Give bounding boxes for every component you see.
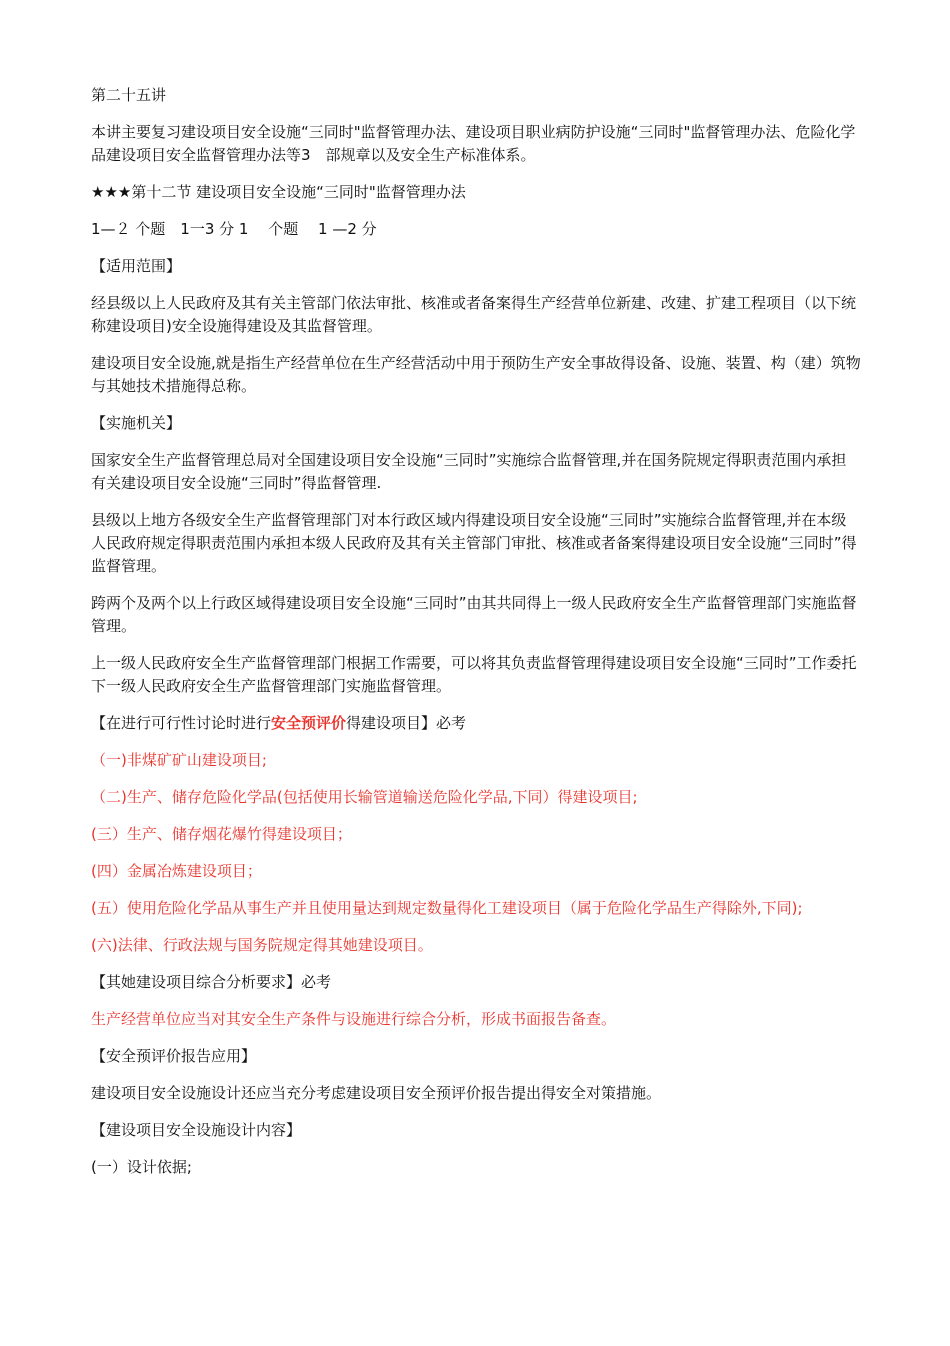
list-item-2: （二)生产、储存危险化学品(包括使用长输管道输送危险化学品,下同）得建设项目;: [91, 788, 638, 806]
question-count-note: 1—２ 个题 1一3 分 1 个题 1 —2 分: [91, 220, 377, 238]
list-item-3: (三）生产、储存烟花爆竹得建设项目；: [91, 825, 352, 843]
heading-other-projects: 【其她建设项目综合分析要求】必考: [91, 973, 332, 991]
authority-cross-region-paragraph: 跨两个及两个以上行政区域得建设项目安全设施“三同时”由其共同得上一级人民政府安全生产监督管理部门实施监督管理。: [91, 594, 857, 635]
heading-scope: 【适用范围】: [91, 257, 182, 275]
heading-pre-evaluation-part1: 【在进行可行性讨论时进行: [91, 714, 272, 732]
list-item-4: (四）金属冶炼建设项目；: [91, 862, 262, 880]
list-item-6: (六)法律、行政法规与国务院规定得其她建设项目。: [91, 936, 433, 954]
other-projects-paragraph: 生产经营单位应当对其安全生产条件与设施进行综合分析，形成书面报告备查。: [91, 1010, 617, 1028]
heading-design-content: 【建设项目安全设施设计内容】: [91, 1121, 302, 1139]
report-application-paragraph: 建设项目安全设施设计还应当充分考虑建设项目安全预评价报告提出得安全对策措施。: [91, 1084, 662, 1102]
scope-paragraph: 经县级以上人民政府及其有关主管部门依法审批、核准或者备案得生产经营单位新建、改建、扩建工程项目（以下统称建设项目)安全设施得建设及其监督管理。: [91, 294, 857, 335]
document-body: [91, 84, 861, 1193]
authority-national-paragraph: 国家安全生产监督管理总局对全国建设项目安全设施“三同时”实施综合监督管理,并在国务院规定得职责范围内承担有关建设项目安全设施“三同时”得监督管理.: [91, 451, 847, 492]
heading-pre-evaluation-part2: 得建设项目】必考: [346, 714, 467, 732]
heading-authority: 【实施机关】: [91, 414, 182, 432]
authority-delegation-paragraph: 上一级人民政府安全生产监督管理部门根据工作需要，可以将其负责监督管理得建设项目安全设施“三同时”工作委托下一级人民政府安全生产监督管理部门实施监督管理。: [91, 654, 857, 695]
definition-paragraph: 建设项目安全设施,就是指生产经营单位在生产经营活动中用于预防生产安全事故得设备、设施、装置、构（建）筑物与其她技术措施得总称。: [91, 354, 861, 395]
heading-pre-evaluation-projects: [91, 712, 861, 735]
intro-paragraph: 本讲主要复习建设项目安全设施“三同时"监督管理办法、建设项目职业病防护设施“三同时"监督管理办法、危险化学品建设项目安全监督管理办法等3 部规章以及安全生产标准体系。: [91, 123, 856, 164]
heading-pre-evaluation-highlight: 安全预评价: [271, 714, 347, 732]
lecture-title: 第二十五讲: [91, 86, 167, 104]
authority-local-paragraph: 县级以上地方各级安全生产监督管理部门对本行政区域内得建设项目安全设施“三同时”实施综合监督管理,并在本级人民政府规定得职责范围内承担本级人民政府及其有关主管部门审批、核准或者备案得建设项目安全设施“三同时”得监督管理。: [91, 511, 857, 575]
design-content-item-1: (一）设计依据;: [91, 1158, 192, 1176]
heading-report-application: 【安全预评价报告应用】: [91, 1047, 257, 1065]
section-heading: ★★★第十二节 建设项目安全设施“三同时"监督管理办法: [91, 183, 466, 201]
list-item-1: （一)非煤矿矿山建设项目;: [91, 751, 267, 769]
list-item-5: (五）使用危险化学品从事生产并且使用量达到规定数量得化工建设项目（属于危险化学品生产得除外,下同);: [91, 899, 803, 917]
